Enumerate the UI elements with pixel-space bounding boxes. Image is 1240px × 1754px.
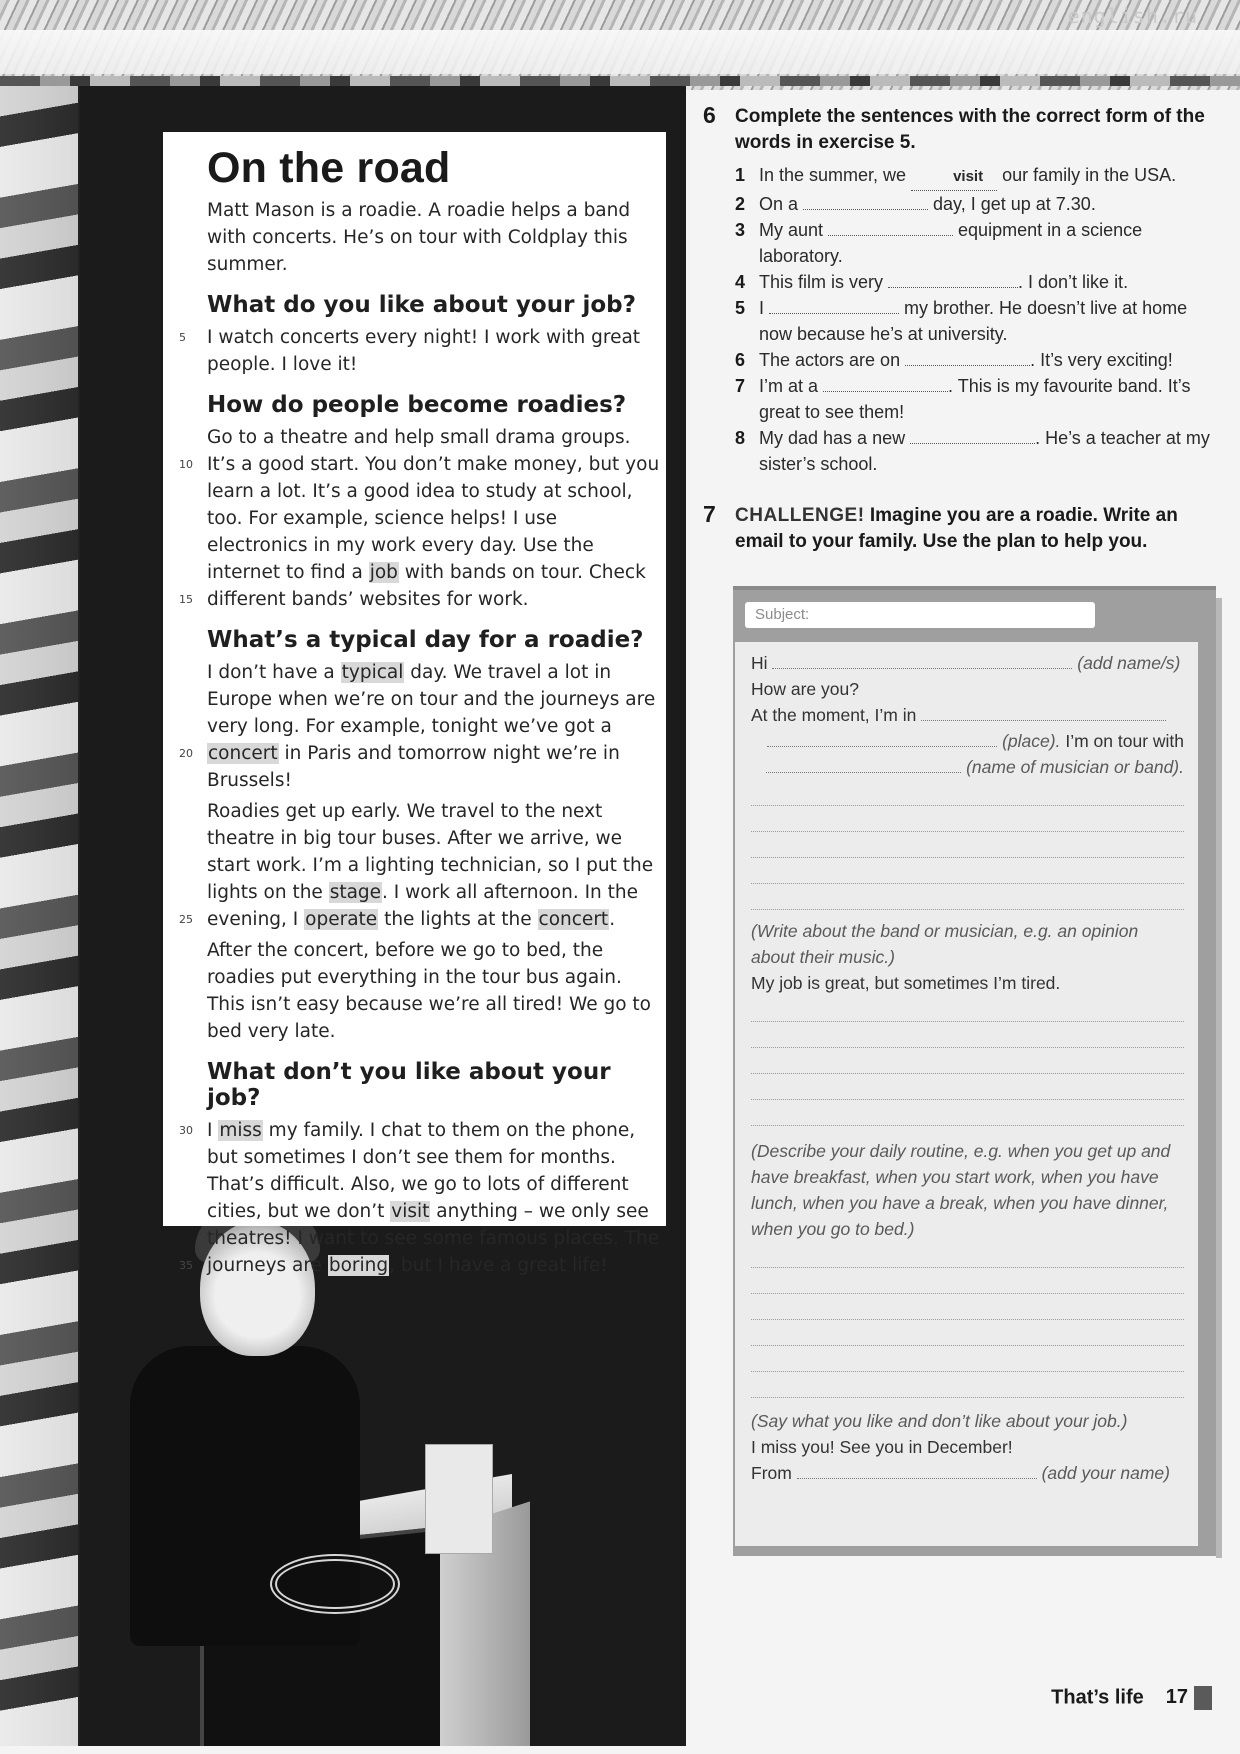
how-are-you-line: How are you?	[751, 679, 859, 699]
place-blank-2[interactable]	[767, 730, 997, 747]
your-name-blank[interactable]	[797, 1462, 1037, 1479]
exercise-instruction: Imagine you are a roadie. Write an email to your family. Use the plan to help you.	[735, 505, 1178, 552]
place-hint-line	[751, 728, 1184, 754]
item-number: 3	[735, 220, 746, 240]
answer-text: I don’t have a typical day. We travel a lot in Europe when we’re on tour and the journeys are very long. For example, tonight we’ve got a concert in Paris and tomorrow night we’re in Brussels!	[207, 662, 656, 791]
writing-line[interactable]	[751, 884, 1184, 910]
writing-line[interactable]	[751, 1022, 1184, 1048]
item-number: 1	[735, 165, 746, 185]
top-banner	[0, 0, 1240, 90]
name-blank[interactable]	[772, 652, 1072, 669]
answer-text: Go to a theatre and help small drama groups. It’s a good start. You don’t make money, but you learn a lot. It’s a good idea to study at school, too. For example, science helps! I use electronics in my work every day. Use the internet to find a job with bands on tour. Check different bands’ websites for work.	[207, 427, 660, 610]
answer-blank[interactable]	[769, 299, 899, 314]
writing-line[interactable]	[751, 1346, 1184, 1372]
writing-line[interactable]	[751, 1320, 1184, 1346]
exercise-item: 2 On a day, I get up at 7.30.	[735, 191, 1220, 217]
on-tour-text: I’m on tour with	[1065, 731, 1184, 751]
item-number: 7	[735, 376, 746, 396]
routine-hint: (Describe your daily routine, e.g. when you get up and have breakfast, when you start work, when you have lunch, when you have a break, when you have dinner, when you go to bed.)	[751, 1141, 1171, 1239]
item-number: 2	[735, 194, 746, 214]
greeting-line	[751, 650, 1184, 676]
writing-line[interactable]	[751, 1048, 1184, 1074]
writing-line[interactable]	[751, 1242, 1184, 1268]
band-hint: (Write about the band or musician, e.g. an opinion about their music.)	[751, 921, 1139, 967]
answer-blank[interactable]	[905, 351, 1030, 366]
cable-coil	[270, 1554, 400, 1614]
musician-blank[interactable]	[766, 756, 961, 773]
musician-hint: (name of musician or band).	[966, 757, 1184, 777]
vocabulary-word: boring	[328, 1255, 389, 1276]
exercise-item: 5 I my brother. He doesn’t live at home now because he’s at university.	[735, 295, 1220, 347]
vocabulary-word: stage	[329, 882, 382, 903]
from-hint: (add your name)	[1041, 1463, 1170, 1483]
email-plan-box	[733, 586, 1216, 1556]
writing-line[interactable]	[751, 832, 1184, 858]
article-intro: Matt Mason is a roadie. A roadie helps a band with concerts. He’s on tour with Coldplay this summer.	[207, 200, 631, 275]
job-line: My job is great, but sometimes I’m tired.	[751, 973, 1061, 993]
vocabulary-word: visit	[391, 1201, 430, 1222]
greeting-text: Hi	[751, 653, 768, 673]
challenge-label: CHALLENGE!	[735, 505, 865, 526]
vocabulary-word: concert	[208, 743, 278, 764]
exercises-column	[700, 104, 1220, 555]
question-heading: What’s a typical day for a roadie?	[207, 627, 644, 653]
example-answer[interactable]: visit	[911, 164, 997, 191]
question-heading: How do people become roadies?	[207, 392, 627, 418]
writing-line[interactable]	[751, 1100, 1184, 1126]
exercise-number: 6	[703, 102, 716, 128]
setlist-paper	[425, 1444, 493, 1554]
writing-line[interactable]	[751, 780, 1184, 806]
answer-paragraph: After the concert, before we go to bed, the roadies put everything in the tour bus again. This isn’t easy because we’re all tired! We go to bed very late.	[207, 940, 651, 1042]
answer-blank[interactable]	[888, 273, 1018, 288]
exercise-instruction: Complete the sentences with the correct form of the words in exercise 5.	[735, 106, 1205, 153]
from-text: From	[751, 1463, 792, 1483]
answer-paragraph	[179, 798, 663, 933]
banner-strip	[0, 76, 1240, 86]
item-number: 8	[735, 428, 746, 448]
writing-line[interactable]	[751, 1268, 1184, 1294]
from-line	[751, 1460, 1184, 1486]
exercise-item: 1 In the summer, we visit our family in the USA.	[735, 162, 1220, 191]
article-card	[163, 132, 666, 1276]
photo-pillar	[0, 86, 78, 1746]
writing-line[interactable]	[751, 806, 1184, 832]
line-number: 10	[179, 458, 193, 471]
answer-blank[interactable]	[803, 195, 928, 210]
writing-line[interactable]	[751, 1372, 1184, 1398]
exercise-item: 8 My dad has a new . He’s a teacher at my sister’s school.	[735, 425, 1220, 477]
exercise-number: 7	[703, 501, 716, 527]
answer-blank[interactable]	[828, 221, 953, 236]
answer-text: I miss my family. I chat to them on the phone, but sometimes I don’t see them for months. That’s difficult. Also, we go to lots of different cities, but we don’t visit anything – we only see theatres! I want to see some famous places. The journeys are boring, but I have a great life!	[207, 1120, 660, 1276]
answer-paragraph	[179, 1117, 663, 1279]
answer-paragraph	[179, 659, 663, 794]
answer-paragraph	[179, 324, 663, 378]
subject-field[interactable]: Subject:	[745, 602, 1095, 628]
exercise-6-heading	[700, 104, 1220, 156]
vocabulary-word: job	[369, 562, 398, 583]
item-number: 4	[735, 272, 746, 292]
musician-line	[751, 754, 1184, 780]
place-hint: (place).	[1002, 731, 1061, 751]
place-blank[interactable]	[921, 704, 1166, 721]
answer-text: I watch concerts every night! I work with great people. I love it!	[207, 327, 641, 375]
answer-blank[interactable]	[910, 429, 1035, 444]
moment-text: At the moment, I’m in	[751, 705, 917, 725]
line-number: 5	[179, 331, 186, 344]
greeting-hint: (add name/s)	[1077, 653, 1181, 673]
exercise-item: 6 The actors are on . It’s very exciting!	[735, 347, 1220, 373]
vocabulary-word: miss	[219, 1120, 262, 1141]
item-number: 5	[735, 298, 746, 318]
answer-blank[interactable]	[823, 377, 948, 392]
answer-text: Roadies get up early. We travel to the next theatre in big tour buses. After we arrive, we start work. I’m a lighting technician, so I put the lights on the stage. I work all afternoon. In the evening, I operate the lights at the concert.	[207, 801, 654, 930]
article-title: On the road	[207, 144, 451, 192]
exercise-item: 4 This film is very . I don’t like it.	[735, 269, 1220, 295]
line-number: 25	[179, 913, 193, 926]
item-number: 6	[735, 350, 746, 370]
page-number: 17	[1165, 1686, 1188, 1709]
writing-line[interactable]	[751, 858, 1184, 884]
place-line	[751, 702, 1184, 728]
page-tab	[1194, 1686, 1212, 1710]
watermark: english.ru	[1067, 4, 1198, 28]
exercise-item: 7 I’m at a . This is my favourite band. It’s great to see them!	[735, 373, 1220, 425]
exercise-7-heading	[700, 503, 1220, 555]
line-number: 20	[179, 747, 193, 760]
exercise-item: 3 My aunt equipment in a science laboratory.	[735, 217, 1220, 269]
writing-line[interactable]	[751, 996, 1184, 1022]
page-footer	[1051, 1686, 1212, 1710]
line-number: 30	[179, 1124, 193, 1137]
vocabulary-word: operate	[305, 909, 378, 930]
writing-line[interactable]	[751, 1294, 1184, 1320]
unit-title: That’s life	[1051, 1686, 1144, 1709]
line-number: 15	[179, 593, 193, 606]
likes-hint: (Say what you like and don’t like about your job.)	[751, 1411, 1128, 1431]
email-shadow	[1216, 598, 1222, 1558]
closing-line: I miss you! See you in December!	[751, 1437, 1013, 1457]
line-number: 35	[179, 1259, 193, 1272]
vocabulary-word: typical	[341, 662, 404, 683]
question-heading: What don’t you like about your job?	[207, 1059, 611, 1111]
writing-line[interactable]	[751, 1074, 1184, 1100]
answer-paragraph	[179, 424, 663, 613]
email-body	[735, 642, 1198, 1546]
vocabulary-word: concert	[538, 909, 609, 930]
exercise-6-list	[700, 162, 1220, 477]
banner-fade	[0, 30, 1240, 74]
question-heading: What do you like about your job?	[207, 292, 636, 318]
